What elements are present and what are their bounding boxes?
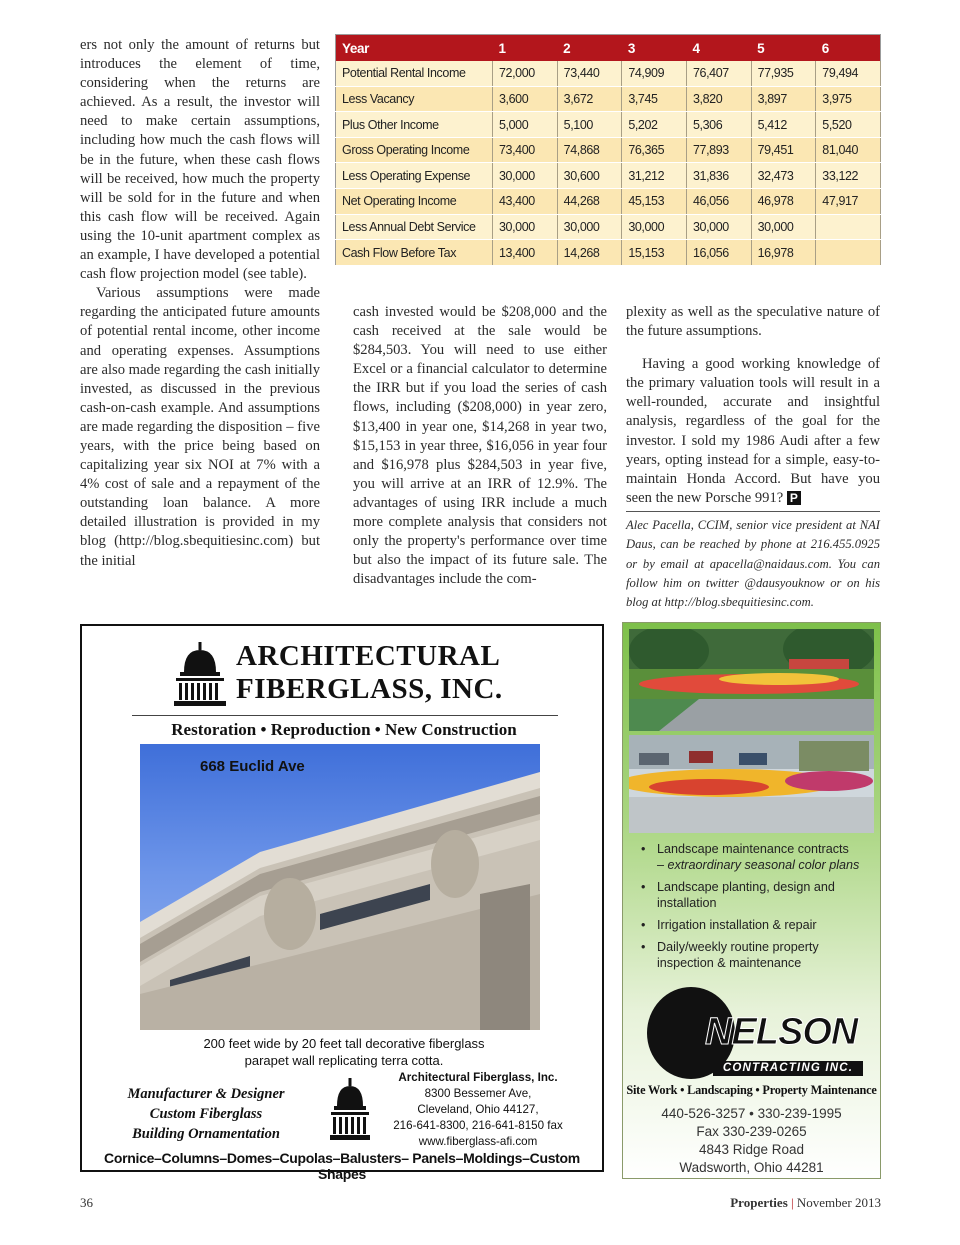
table-cell: 79,494 [816,61,881,86]
table-cell: 45,153 [622,189,687,215]
column-2 [353,303,607,589]
photo-caption [82,1035,606,1069]
nelson-logo-sub: CONTRACTING INC. [713,1061,863,1076]
author-bio: Alec Pacella, CCIM, senior vice president at NAI Daus, can be reached by phone at 216.455.0925 or by email at apacella@naidaus.com. You can follow him on twitter @dausyouknow or on his blog at http://blog.sbequitiesinc.com. [626,511,880,612]
nelson-fax: Fax 330-239-0265 [696,1124,807,1139]
table-cell: 3,600 [493,86,558,112]
landscape-photo-1 [629,629,874,731]
list-item [635,939,875,971]
table-cell: 31,836 [686,163,751,189]
afi-services-line-3: Building Ornamentation [132,1126,280,1142]
flower-bed-image-2 [629,735,874,833]
table-cell: 32,473 [751,163,816,189]
nelson-tagline-text: Site Work • Landscaping • Property Maintenance [626,1083,877,1097]
table-cell [816,240,881,266]
afi-contact [380,1070,576,1150]
table-cell: 77,935 [751,61,816,86]
table-cell: 47,917 [816,189,881,215]
afi-website-link[interactable]: www.fiberglass-afi.com [418,1135,538,1148]
column-1 [80,36,320,571]
table-row [336,214,881,240]
caption-line-1: 200 feet wide by 20 feet tall decorative fiberglass [203,1036,485,1051]
architectural-fiberglass-ad[interactable] [80,624,604,1182]
col1-paragraph-1: ers not only the amount of returns but introduces the element of time, considering when the returns are achieved. As a result, the investor will need to make certain assumptions, including how much the cash flows will be in the future, when these cash flows will be received, how much the property will be sold for in the future and when this cash flow will be received. Again using the 10-unit apartment complex as an example, I have developed a potential cash flow projection model (see table). [80,37,320,283]
magazine-footer [730,1195,881,1211]
nelson-address-1: 4843 Ridge Road [698,1142,805,1157]
column-3 [626,303,880,508]
afi-tagline: Restoration • Reproduction • New Construction [171,720,517,739]
table-cell: 73,400 [493,137,558,163]
afi-services-line-1: Manufacturer & Designer [127,1086,285,1102]
table-header-row [336,35,881,62]
table-cell: 16,056 [686,240,751,266]
table-cell: 3,897 [751,86,816,112]
end-mark-icon: P [787,491,801,505]
afi-phone: 216-641-8300, 216-641-8150 fax [393,1119,563,1132]
table-cell: 5,000 [493,112,558,138]
header-3: 3 [622,35,687,62]
table-cell: 30,000 [622,214,687,240]
nelson-services-list [635,841,875,977]
nelson-logo [643,987,863,1087]
table-cell: 30,000 [493,214,558,240]
table-cell: 43,400 [493,189,558,215]
service-inspection: Daily/weekly routine property inspection & maintenance [657,940,819,970]
table-cell: 81,040 [816,137,881,163]
header-2: 2 [557,35,622,62]
service-irrigation: Irrigation installation & repair [657,918,817,932]
afi-name-line-1: ARCHITECTURAL [236,640,501,672]
nelson-phones: 440-526-3257 • 330-239-1995 [661,1106,842,1121]
row-label: Gross Operating Income [336,137,493,163]
table-cell: 77,893 [686,137,751,163]
header-6: 6 [816,35,881,62]
table-cell: 46,056 [686,189,751,215]
afi-address-line-2: Cleveland, Ohio 44127, [417,1103,539,1116]
table-cell: 30,000 [493,163,558,189]
afi-name-line-2: FIBERGLASS, INC. [236,673,503,705]
nelson-logo-word: NELSON [705,1011,858,1053]
page-number: 36 [80,1195,93,1210]
issue-date: November 2013 [796,1195,881,1210]
table-row [336,137,881,163]
table-cell: 5,202 [622,112,687,138]
table-cell: 76,365 [622,137,687,163]
table-cell: 14,268 [557,240,622,266]
table-cell: 74,909 [622,61,687,86]
table-cell: 73,440 [557,61,622,86]
table-cell: 3,820 [686,86,751,112]
header-4: 4 [686,35,751,62]
col3-paragraph-1: plexity as well as the speculative nature of the future assumptions. [626,304,880,340]
table-cell: 74,868 [557,137,622,163]
building-facade-image [140,744,540,1030]
list-item [635,917,875,933]
row-label: Potential Rental Income [336,61,493,86]
landscape-photo-2 [629,735,874,833]
table-cell: 30,600 [557,163,622,189]
afi-contact-name: Architectural Fiberglass, Inc. [398,1071,558,1084]
table-cell: 5,306 [686,112,751,138]
afi-company-name [236,640,503,706]
magazine-title: Properties [730,1195,788,1210]
table-cell: 16,978 [751,240,816,266]
table-cell: 76,407 [686,61,751,86]
table-cell: 31,212 [622,163,687,189]
service-landscape-planting: Landscape planting, design and installation [657,880,835,910]
afi-services [106,1084,306,1144]
table-cell: 72,000 [493,61,558,86]
afi-product-list: Cornice–Columns–Domes–Cupolas–Balusters– Panels–Moldings–Custom Shapes [104,1150,580,1182]
service-seasonal-color: – extraordinary seasonal color plans [657,858,860,872]
capitol-building-icon [174,642,226,706]
table-cell: 15,153 [622,240,687,266]
nelson-contracting-ad[interactable] [622,622,881,1179]
row-label: Less Annual Debt Service [336,214,493,240]
table-cell: 46,978 [751,189,816,215]
caption-line-2: parapet wall replicating terra cotta. [244,1053,444,1068]
table-row [336,86,881,112]
table-cell: 5,100 [557,112,622,138]
table-cell: 30,000 [557,214,622,240]
table-row [336,163,881,189]
cash-flow-projection-table [335,34,881,266]
nelson-address-2: Wadsworth, Ohio 44281 [679,1160,824,1175]
flower-bed-image-1 [629,629,874,731]
nelson-contact [623,1105,880,1177]
table-cell [816,214,881,240]
building-photo [140,744,540,1030]
table-row [336,61,881,86]
service-landscape-maintenance: Landscape maintenance contracts [657,842,849,856]
row-label: Less Vacancy [336,86,493,112]
row-label: Plus Other Income [336,112,493,138]
table-cell: 44,268 [557,189,622,215]
photo-address-label: 668 Euclid Ave [200,758,305,775]
header-1: 1 [493,35,558,62]
table-cell: 5,520 [816,112,881,138]
header-5: 5 [751,35,816,62]
table-row [336,112,881,138]
table-cell: 33,122 [816,163,881,189]
table-cell: 30,000 [751,214,816,240]
row-label: Net Operating Income [336,189,493,215]
table-row [336,240,881,266]
table-cell: 5,412 [751,112,816,138]
table-cell: 3,975 [816,86,881,112]
afi-divider [132,715,558,716]
table-cell: 79,451 [751,137,816,163]
col1-paragraph-2: Various assumptions were made regarding the anticipated future amounts of potential rental income, other income and operating expenses. Assumptions are also made regarding the cash initially invested, as discussed in the previous cash-on-cash example. And assumptions are made regarding the disposition – five years, with the price being based on capitalizing year six NOI at 7% with a 4% cost of sale and a repayment of the outstanding loan balance. A more detailed illustration is provided in my blog (http://blog.sbequitiesinc.com) but the initial [80,285,320,569]
header-year: Year [336,35,493,62]
afi-services-line-2: Custom Fiberglass [149,1106,263,1122]
col3-paragraph-2 [626,355,880,508]
col3-paragraph-2-text: Having a good working knowledge of the primary valuation tools will result in a well-rounded, accurate and insightful analysis, regardless of the goal for the investor. I sold my 1986 Audi after a few years, opting instead for a simple, easy-to-maintain Honda Accord. But have you seen the new Porsche 991? [626,356,880,506]
list-item [635,879,875,911]
afi-address-line-1: 8300 Bessemer Ave, [424,1087,532,1100]
table-cell: 3,672 [557,86,622,112]
col2-paragraph-1: cash invested would be $208,000 and the cash received at the sale would be $284,503. You will need to use either Excel or a financial calculator to determine the IRR but if you load the series of cash flows, including ($208,000) in year zero, $13,400 in year one, $14,268 in year two, $15,153 in year three, $16,056 in year four and $16,978 plus $284,503 in year five, you will arrive at an IRR of 12.9%. The advantages of using IRR include a much more complete analysis that considers not only the property's performance over time but also the impact of its future sale. The disadvantages include the com- [353,304,607,588]
row-label: Less Operating Expense [336,163,493,189]
capitol-building-small-icon [330,1078,370,1140]
table-cell: 13,400 [493,240,558,266]
table-cell: 30,000 [686,214,751,240]
table-cell: 3,745 [622,86,687,112]
footer-separator: | [787,1195,797,1210]
list-item [635,841,875,873]
table-row [336,189,881,215]
row-label: Cash Flow Before Tax [336,240,493,266]
